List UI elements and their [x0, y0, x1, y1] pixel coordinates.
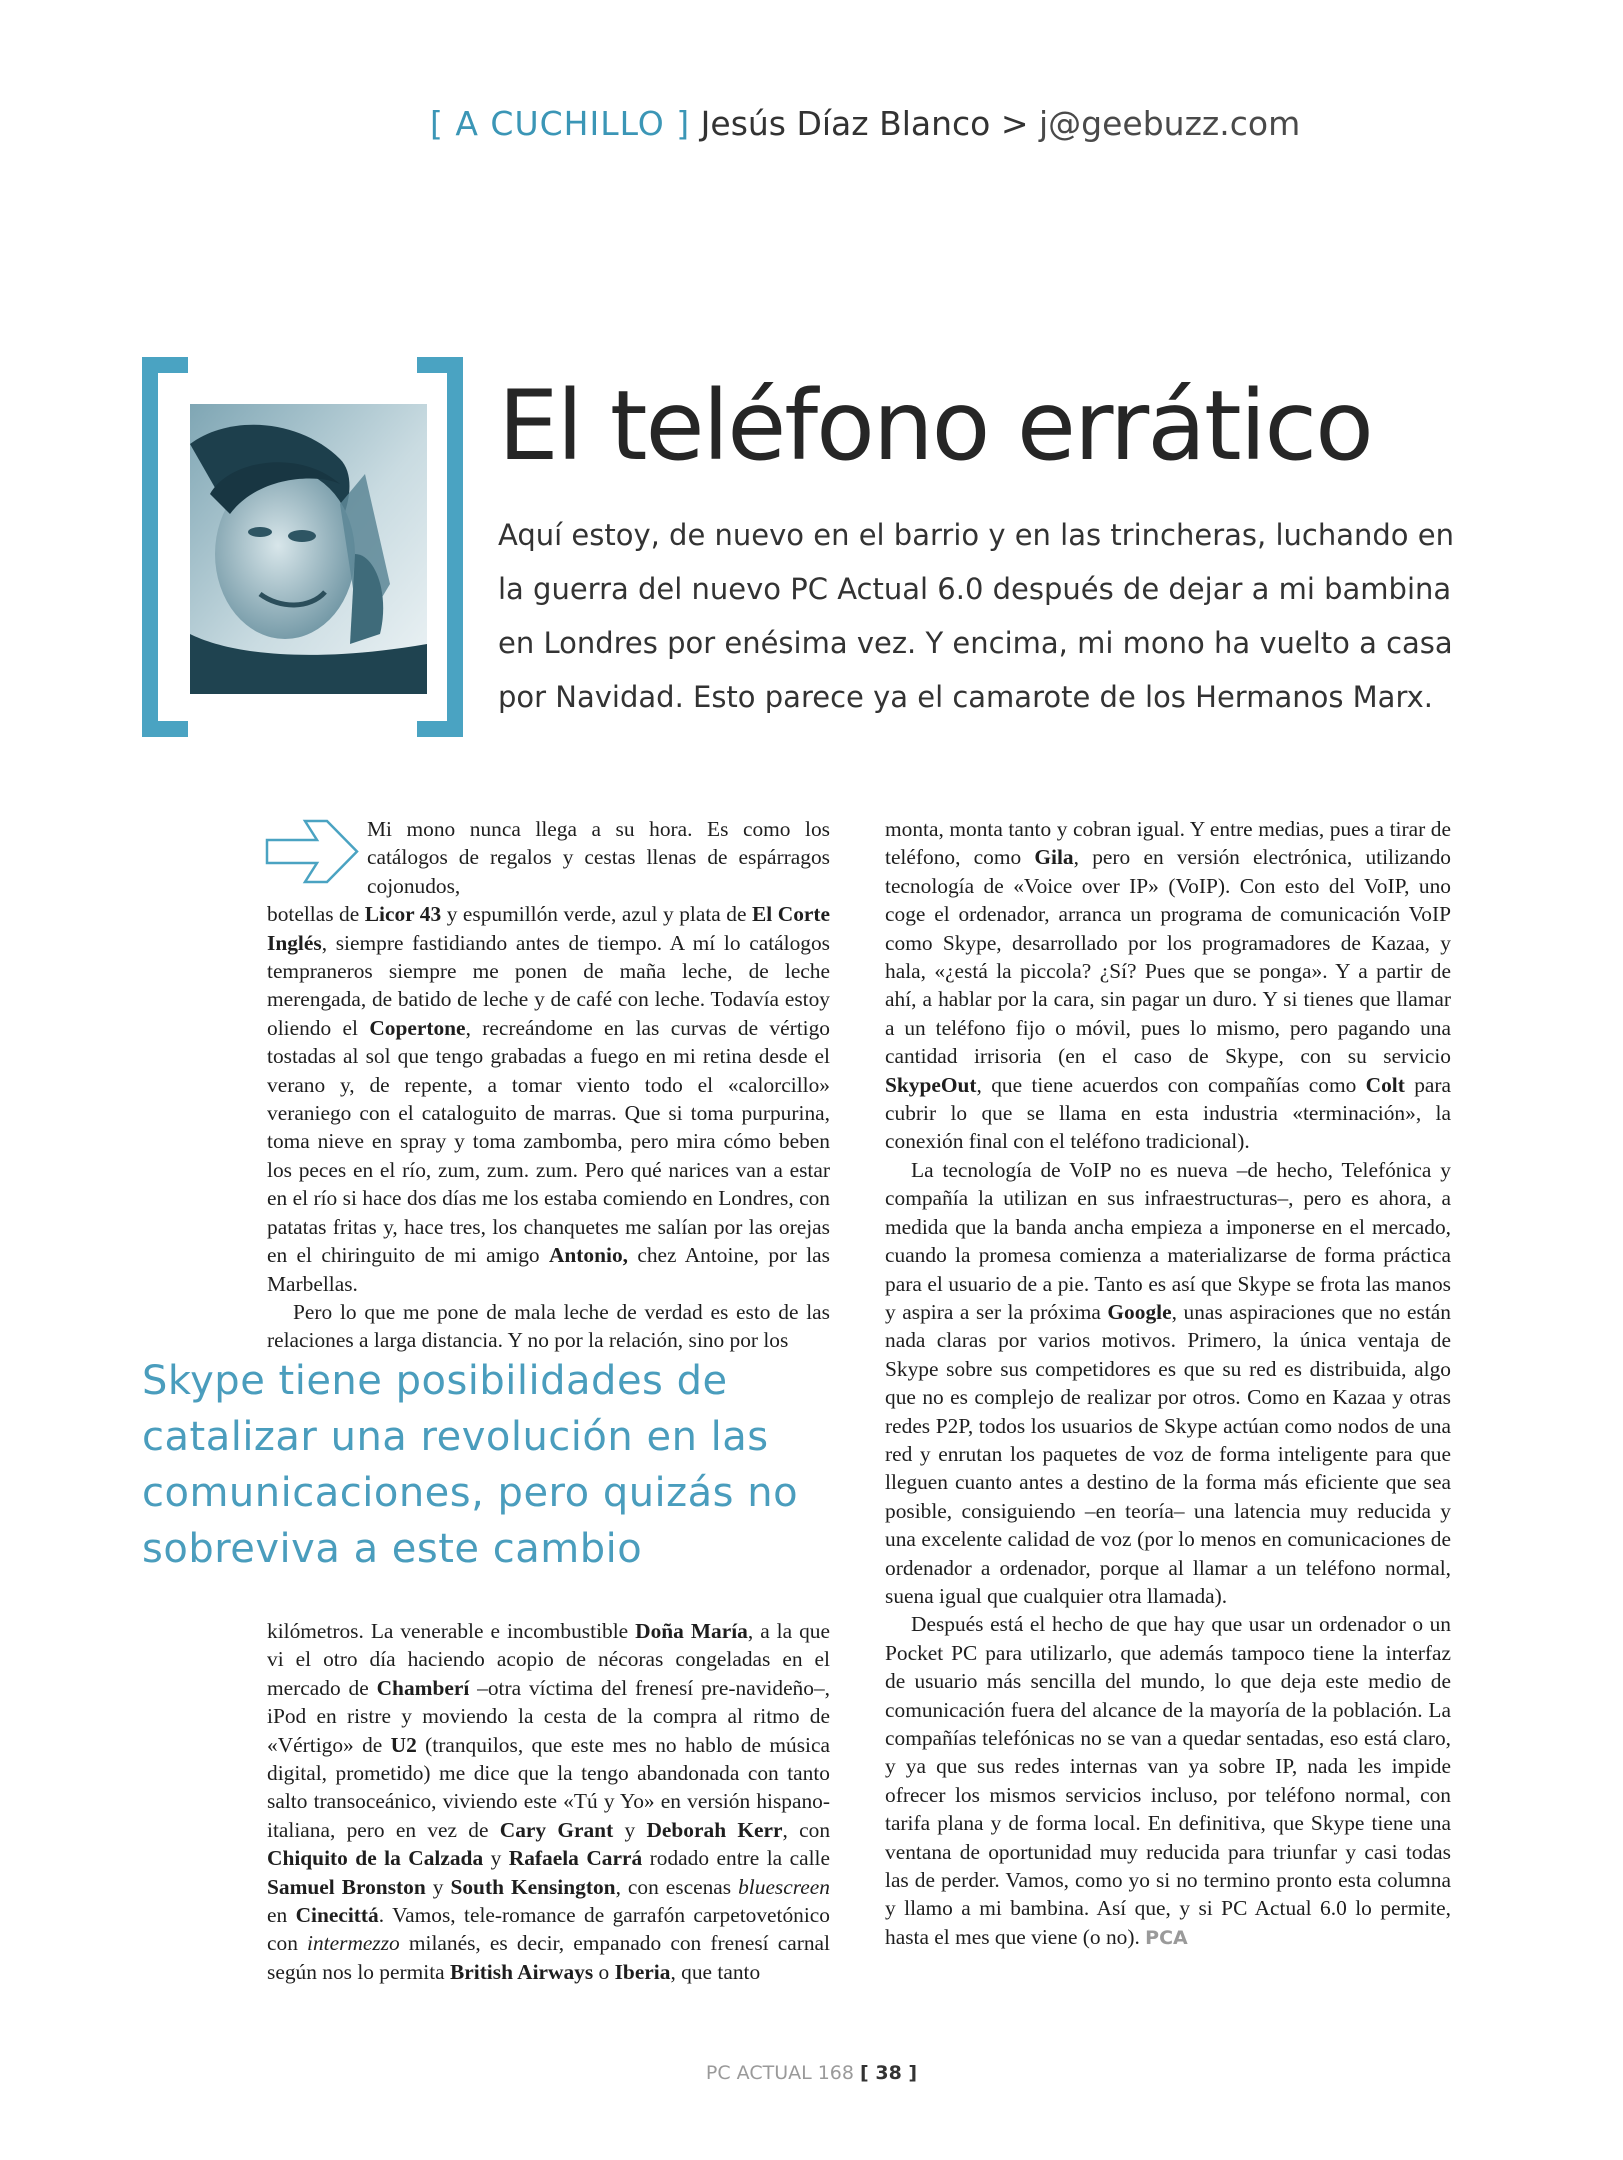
body-paragraph: monta, monta tanto y cobran igual. Y entre medias, pues a tirar de teléfono, como Gila, pero en versión electrónica, utilizando tecnología de «Voice over IP» (VoIP). Con esto del VoIP, uno coge el ordenador, arranca un programa de comunicación VoIP como Skype, desarrollado por los programadores de Kazaa, y hala, «¿está la piccola? ¿Sí? Pues que se ponga». Y a partir de ahí, a hablar por la cara, sin pagar un duro. Y si tienes que llamar a un teléfono fijo o móvil, pues lo mismo, pero pagando una cantidad irrisoria (en el caso de Skype, con su servicio SkypeOut, que tiene acuerdos con compañías como Colt para cubrir lo que se llama en esta industria «terminación», la conexión final con el teléfono tradicional).: [885, 817, 1452, 1154]
article-intro: Aquí estoy, de nuevo en el barrio y en las trincheras, luchando en la guerra del nuevo PC Actual 6.0 después de dejar a mi bambina en Londres por enésima vez. Y encima, mi mono ha vuelto a casa por Navidad. Esto parece ya el camarote de los Hermanos Marx.: [498, 518, 1454, 714]
article-body-column-2: [885, 815, 1451, 1952]
body-paragraph: botellas de Licor 43 y espumillón verde, azul y plata de El Corte Inglés, siempre fastidiando antes de tiempo. A mí lo catálogos tempraneros siempre me ponen de maña leche, de leche merengada, de batido de leche y de café con leche. Todavía estoy oliendo el Copertone, recreándome en las curvas de vértigo tostadas al sol que tengo grabadas a fuego en mi retina desde el verano y, de repente, a tomar viento todo el «calorcillo» veraniego con el cataloguito de marras. Que si toma purpurina, toma nieve en spray y toma zambomba, pero mira cómo beben los peces en el río, zum, zum. zum. Pero qué narices van a estar en el río si hace dos días me los estaba comiendo en Londres, con patatas fritas y, hace tres, los chanquetes me salían por las orejas en el chiringuito de mi amigo Antonio, chez Antoine, por las Marbellas.: [267, 902, 831, 1296]
author-name: Jesús Díaz Blanco >: [700, 104, 1029, 143]
pull-quote: Skype tiene posibilidades de catalizar una revolución en las comunicaciones, pero quizás no sobreviva a este cambio: [142, 1358, 799, 1572]
section-tag: [ A CUCHILLO ]: [430, 104, 691, 143]
body-paragraph: La tecnología de VoIP no es nueva –de hecho, Telefónica y compañía la utilizan en sus infraestructuras–, pero es ahora, a medida que la banda ancha empieza a imponerse en el mercado, cuando la promesa comienza a materializarse de forma práctica para el usuario de a pie. Tanto es así que Skype se frota las manos y aspira a ser la próxima Google, unas aspiraciones que no están nada claras por varios motivos. Primero, la única ventaja de Skype sobre sus competidores es que su red es distribuida, algo que no es complejo de realizar por otros. Como en Kazaa y otras redes P2P, todos los usuarios de Skype actúan como nodos de una red y enrutan los paquetes de voz de forma inteligente para que lleguen cuanto antes a destino de la forma más eficiente que sea posible, consiguiendo –en teoría– una latencia muy reducida y una excelente calidad de voz (por lo menos en comunicaciones de ordenador a ordenador, porque al llamar a un teléfono normal, suena igual que cualquier otra llamada).: [885, 1157, 1452, 1608]
author-portrait: [190, 404, 427, 694]
body-paragraph: Pero lo que me pone de mala leche de verdad es esto de las relaciones a larga distancia. Y no por la relación, sino por los: [267, 1299, 830, 1353]
signature: PCA: [1145, 1926, 1188, 1949]
article-body-column-1-top: [267, 815, 830, 1355]
body-paragraph: kilómetros. La venerable e incombustible Doña María, a la que vi el otro día haciendo acopio de nécoras congeladas en el mercado de Chamberí –otra víctima del frenesí pre-navideño–, iPod en ristre y moviendo la cesta de la compra al ritmo de «Vértigo» de U2 (tranquilos, que este mes no hablo de música digital, prometido) me dice que la tengo abandonada con tanto salto transoceánico, viviendo este «Tú y Yo» en versión hispano-italiana, pero en vez de Cary Grant y Deborah Kerr, con Chiquito de la Calzada y Rafaela Carrá rodado entre la calle Samuel Bronston y South Kensington, con escenas bluescreen en Cinecittá. Vamos, tele-romance de garrafón carpetovetónico con intermezzo milanés, es decir, empanado con frenesí carnal según nos lo permita British Airways o Iberia, que tanto: [267, 1619, 831, 1984]
article-title: El teléfono errático: [498, 370, 1372, 482]
article-header: [430, 104, 1330, 143]
left-bracket-decoration: [142, 357, 188, 737]
author-email[interactable]: j@geebuzz.com: [1039, 104, 1301, 143]
body-paragraph: Mi mono nunca llega a su hora. Es como los catálogos de regalos y cestas llenas de espárragos cojonudos,: [367, 817, 830, 898]
body-paragraph: Después está el hecho de que hay que usar un ordenador o un Pocket PC para utilizarlo, que además tampoco tiene la interfaz de usuario más sencilla del mundo, lo que deja este medio de comunicación fuera del alcance de la mayoría de la población. La compañías telefónicas no se van a quedar sentadas, eso está claro, y ya que sus redes internas van ya sobre IP, nada les impide ofrecer los mismos servicios incluso, por teléfono normal, con tarifa plana y de forma local. En definitiva, que Skype tiene una ventana de oportunidad muy reducida para triunfar y casi todas las de perder. Vamos, como yo si no termino pronto esta columna y llamo a mi bambina. Así que, y si PC Actual 6.0 lo permite, hasta el mes que viene (o no). PCA: [885, 1612, 1451, 1949]
article-body-column-1-bottom: [267, 1617, 830, 1986]
page-footer: [0, 2062, 1623, 2084]
page-number: [ 38 ]: [860, 2062, 918, 2084]
publication-name: PC ACTUAL 168: [705, 2062, 854, 2084]
